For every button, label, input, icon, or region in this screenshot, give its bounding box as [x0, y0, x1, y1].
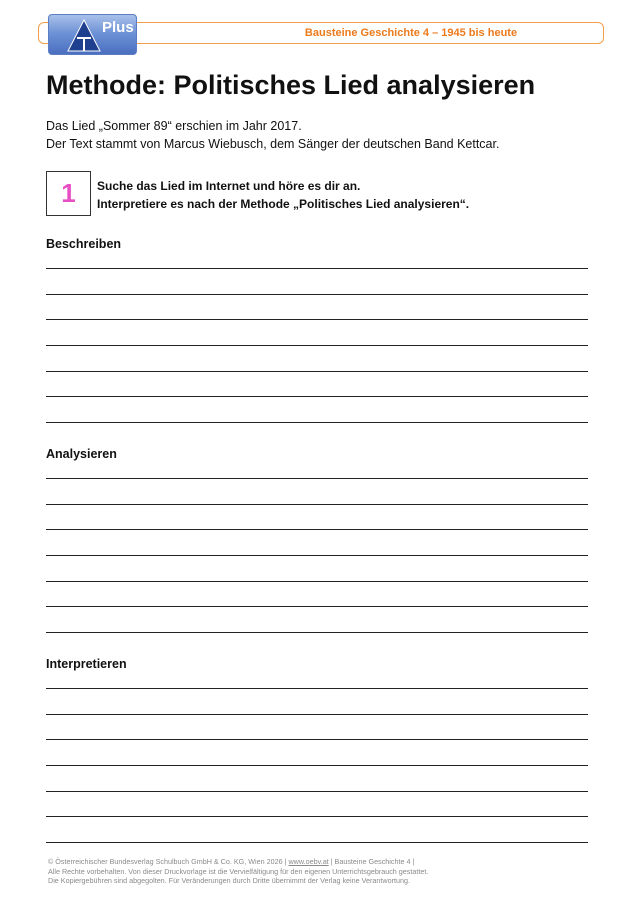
footer — [48, 857, 428, 886]
writing-line[interactable] — [46, 739, 588, 740]
writing-line[interactable] — [46, 842, 588, 843]
footer-series: | Bausteine Geschichte 4 | — [328, 857, 415, 866]
writing-lines-beschreiben[interactable] — [46, 268, 588, 448]
writing-line[interactable] — [46, 791, 588, 792]
writing-line[interactable] — [46, 478, 588, 479]
footer-copyright: © Österreichischer Bundesverlag Schulbuch GmbH & Co. KG, Wien 2026 | — [48, 857, 289, 866]
writing-line[interactable] — [46, 422, 588, 423]
intro-line-2: Der Text stammt von Marcus Wiebusch, dem Sänger der deutschen Band Kettcar. — [46, 137, 500, 151]
writing-line[interactable] — [46, 345, 588, 346]
writing-line[interactable] — [46, 504, 588, 505]
writing-line[interactable] — [46, 529, 588, 530]
triangle-logo-icon — [67, 19, 101, 52]
task-number: 1 — [46, 171, 91, 216]
writing-line[interactable] — [46, 371, 588, 372]
logo-text: Plus — [102, 19, 134, 36]
footer-line-2: Alle Rechte vorbehalten. Von dieser Druckvorlage ist die Vervielfältigung für den eigenen Unterrichtsgebrauch gestattet. — [48, 866, 429, 876]
task-instructions — [97, 177, 469, 213]
intro-line-1: Das Lied „Sommer 89“ erschien im Jahr 2017. — [46, 119, 302, 133]
writing-line[interactable] — [46, 581, 588, 582]
section-heading-interpretieren: Interpretieren — [46, 657, 127, 671]
writing-line[interactable] — [46, 606, 588, 607]
writing-line[interactable] — [46, 396, 588, 397]
writing-line[interactable] — [46, 268, 588, 269]
footer-line-1 — [48, 857, 428, 867]
writing-line[interactable] — [46, 294, 588, 295]
writing-lines-interpretieren[interactable] — [46, 688, 588, 868]
writing-lines-analysieren[interactable] — [46, 478, 588, 658]
page-title: Methode: Politisches Lied analysieren — [46, 70, 536, 100]
writing-line[interactable] — [46, 714, 588, 715]
intro-text — [46, 117, 499, 153]
footer-line-3: Die Kopiergebühren sind abgegolten. Für Veränderungen durch Dritte übernimmt der Verlag keine Verantwortung. — [48, 876, 410, 885]
writing-line[interactable] — [46, 688, 588, 689]
section-heading-analysieren: Analysieren — [46, 447, 117, 461]
series-title: Bausteine Geschichte 4 – 1945 bis heute — [304, 27, 518, 39]
plus-logo — [48, 14, 137, 55]
writing-line[interactable] — [46, 816, 588, 817]
task-line-1: Suche das Lied im Internet und höre es dir an. — [97, 179, 361, 193]
writing-line[interactable] — [46, 765, 588, 766]
task-line-2: Interpretiere es nach der Methode „Politisches Lied analysieren“. — [97, 197, 470, 211]
writing-line[interactable] — [46, 555, 588, 556]
publisher-link[interactable]: www.oebv.at — [288, 857, 329, 866]
section-heading-beschreiben: Beschreiben — [46, 237, 122, 251]
writing-line[interactable] — [46, 632, 588, 633]
writing-line[interactable] — [46, 319, 588, 320]
